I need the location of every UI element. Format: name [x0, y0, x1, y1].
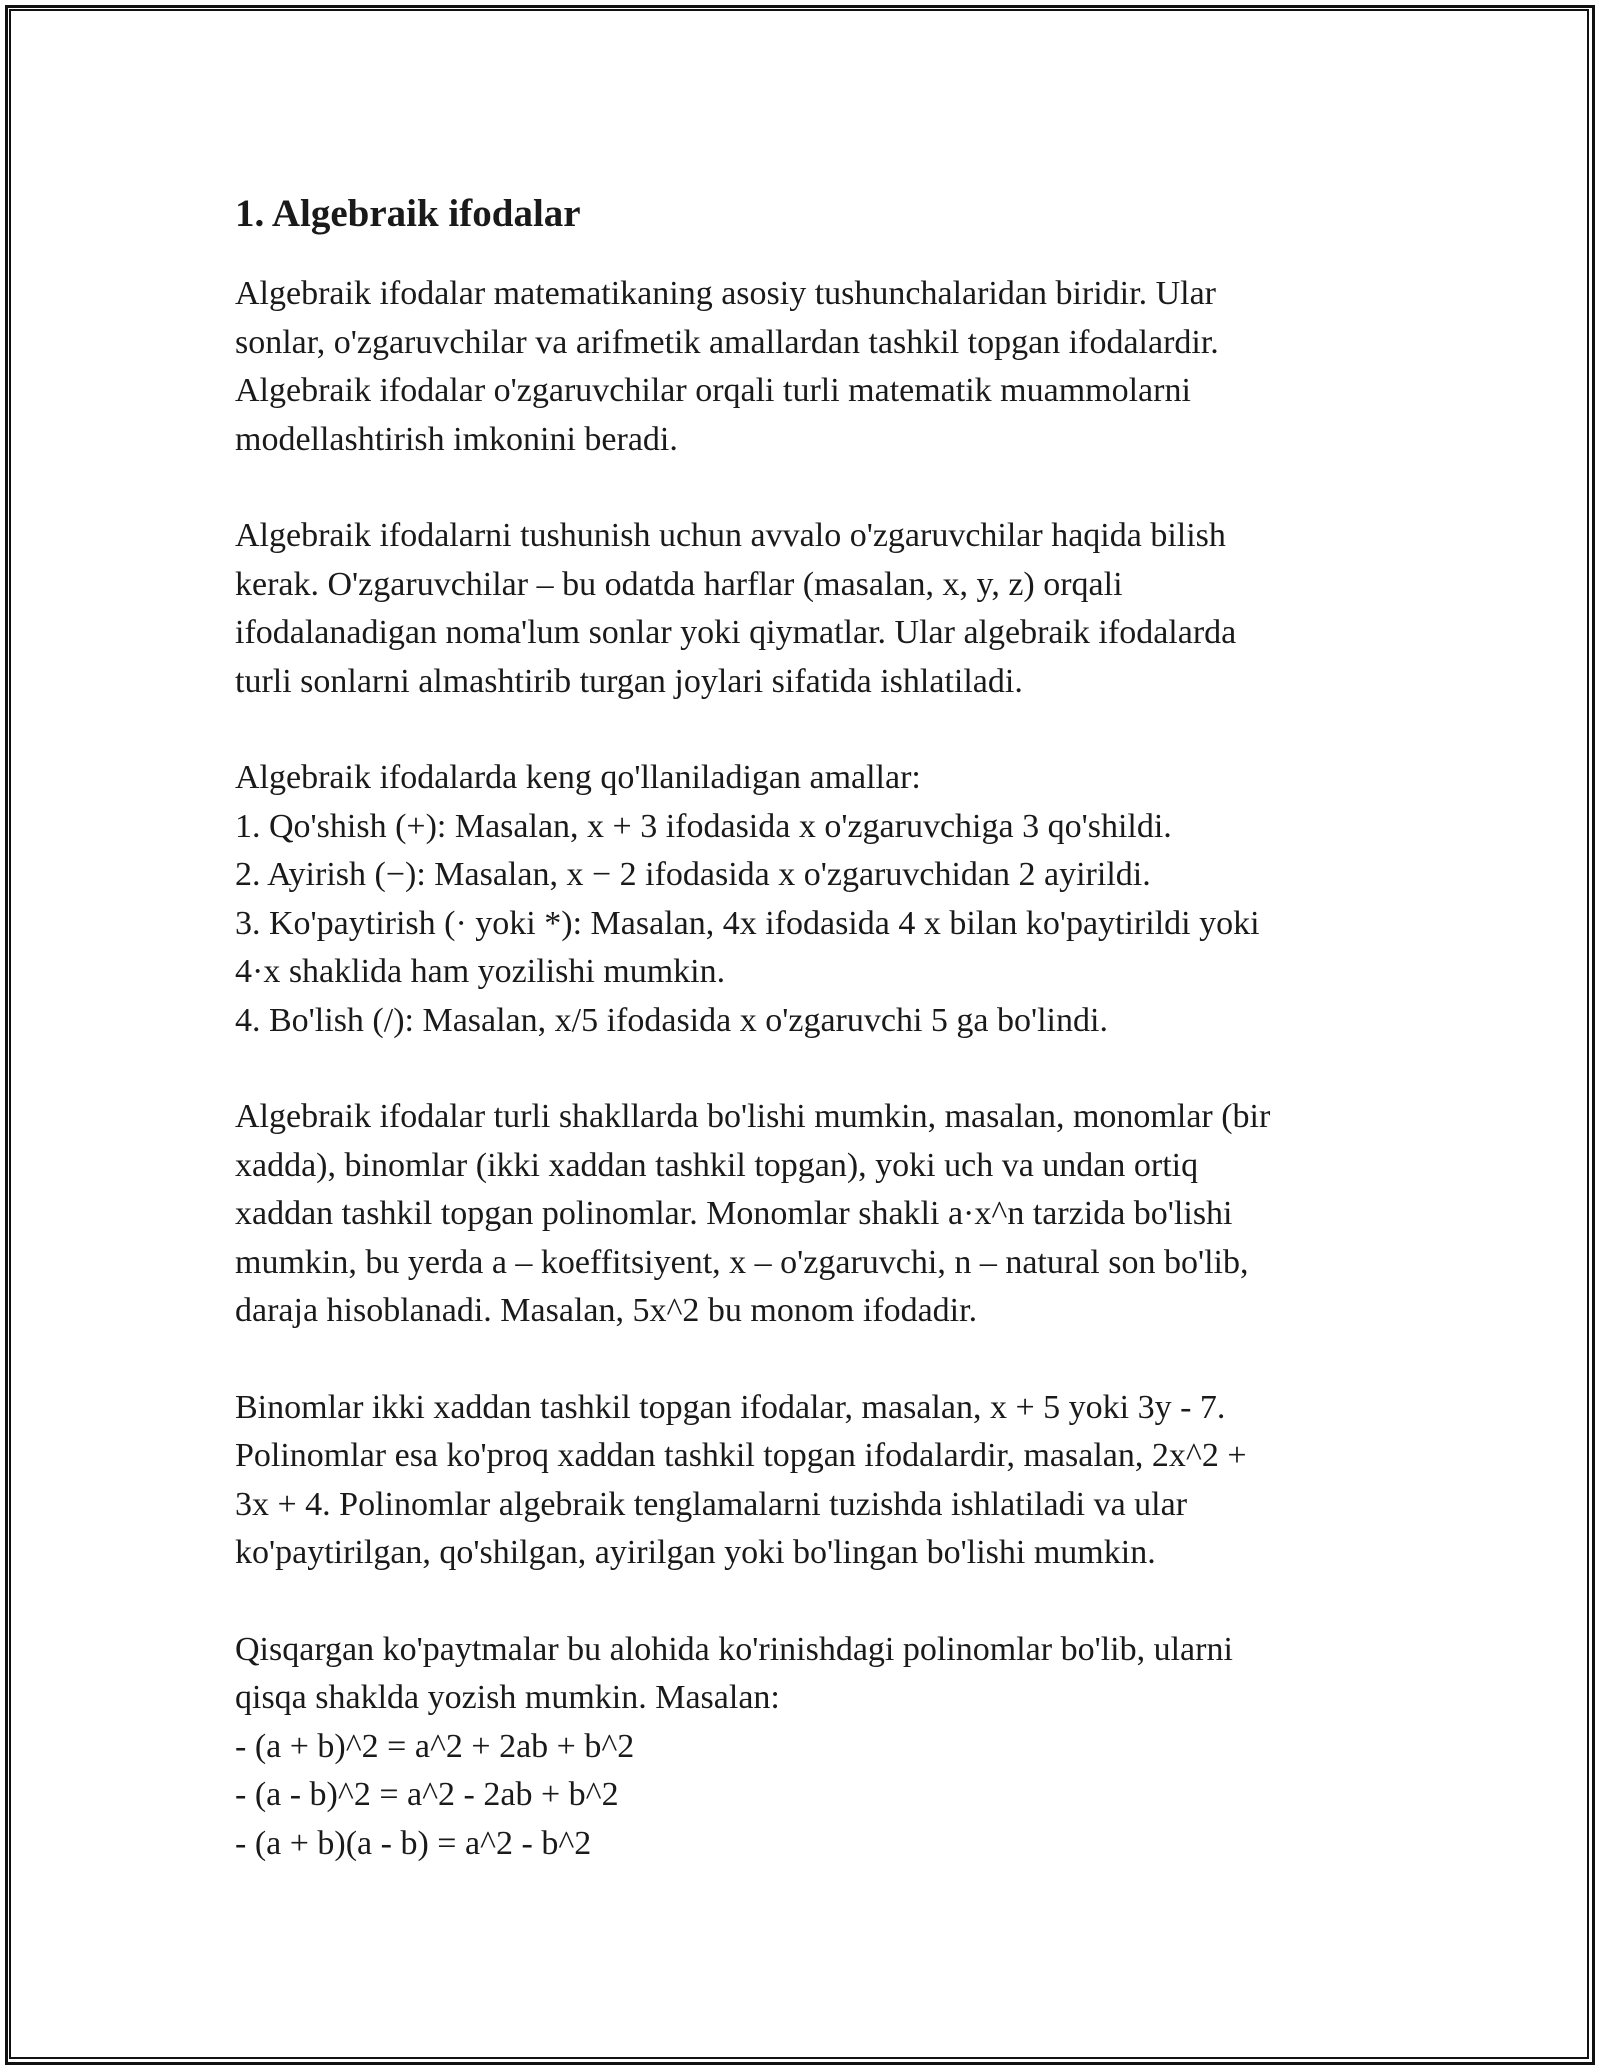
paragraph [235, 1093, 1365, 1336]
text-line: Algebraik ifodalar matematikaning asosiy tushunchalaridan biridir. Ular [235, 275, 1216, 312]
text-line: xaddan tashkil topgan polinomlar. Monomlar shakli a·x^n tarzida bo'lishi [235, 1195, 1233, 1232]
text-line: - (a - b)^2 = a^2 - 2ab + b^2 [235, 1776, 619, 1813]
text-line: Polinomlar esa ko'proq xaddan tashkil topgan ifodalardir, masalan, 2x^2 + [235, 1437, 1247, 1474]
text-line: 3. Ko'paytirish (· yoki *): Masalan, 4x ifodasida 4 x bilan ko'paytirildi yoki [235, 904, 1260, 942]
text-line: daraja hisoblanadi. Masalan, 5x^2 bu monom ifodadir. [235, 1292, 978, 1329]
text-line: Binomlar ikki xaddan tashkil topgan ifodalar, masalan, x + 5 yoki 3y - 7. [235, 1388, 1226, 1426]
paragraph [235, 1626, 1365, 1869]
text-line: ko'paytirilgan, qo'shilgan, ayirilgan yoki bo'lingan bo'lishi mumkin. [235, 1534, 1156, 1571]
text-line: ifodalanadigan noma'lum sonlar yoki qiymatlar. Ular algebraik ifodalarda [235, 614, 1237, 651]
text-line: - (a + b)^2 = a^2 + 2ab + b^2 [235, 1727, 635, 1765]
text-line: 2. Ayirish (−): Masalan, x − 2 ifodasida x o'zgaruvchidan 2 ayirildi. [235, 856, 1151, 893]
text-line: turli sonlarni almashtirib turgan joylari sifatida ishlatiladi. [235, 662, 1023, 700]
text-line: 1. Qo'shish (+): Masalan, x + 3 ifodasida x o'zgaruvchiga 3 qo'shildi. [235, 807, 1172, 845]
text-line: Algebraik ifodalarni tushunish uchun avvalo o'zgaruvchilar haqida bilish [235, 517, 1226, 554]
text-line: xadda), binomlar (ikki xaddan tashkil topgan), yoki uch va undan ortiq [235, 1146, 1199, 1184]
section-title: 1. Algebraik ifodalar [235, 192, 581, 235]
text-line: 4·x shaklida ham yozilishi mumkin. [235, 953, 726, 990]
paragraph [235, 270, 1365, 464]
text-line: 3x + 4. Polinomlar algebraik tenglamalarni tuzishda ishlatiladi va ular [235, 1485, 1188, 1523]
text-line: qisqa shaklda yozish mumkin. Masalan: [235, 1679, 780, 1716]
text-line: sonlar, o'zgaruvchilar va arifmetik amallardan tashkil topgan ifodalardir. [235, 323, 1219, 361]
text-line: Qisqargan ko'paytmalar bu alohida ko'rinishdagi polinomlar bo'lib, ularni [235, 1630, 1233, 1668]
text-line: Algebraik ifodalar o'zgaruvchilar orqali turli matematik muammolarni [235, 372, 1191, 409]
paragraph [235, 1384, 1365, 1578]
text-line: modellashtirish imkonini beradi. [235, 420, 678, 458]
text-line: Algebraik ifodalar turli shakllarda bo'lishi mumkin, masalan, monomlar (bir [235, 1098, 1271, 1135]
document-body [235, 188, 1365, 1916]
text-line: mumkin, bu yerda a – koeffitsiyent, x – o'zgaruvchi, n – natural son bo'lib, [235, 1243, 1249, 1281]
paragraph-list [235, 270, 1365, 1868]
text-line: Algebraik ifodalarda keng qo'llaniladigan amallar: [235, 759, 921, 796]
paragraph [235, 754, 1365, 1045]
text-line: 4. Bo'lish (/): Masalan, x/5 ifodasida x o'zgaruvchi 5 ga bo'lindi. [235, 1001, 1108, 1039]
text-line: kerak. O'zgaruvchilar – bu odatda harflar (masalan, x, y, z) orqali [235, 565, 1123, 603]
text-line: - (a + b)(a - b) = a^2 - b^2 [235, 1824, 592, 1862]
paragraph [235, 512, 1365, 706]
